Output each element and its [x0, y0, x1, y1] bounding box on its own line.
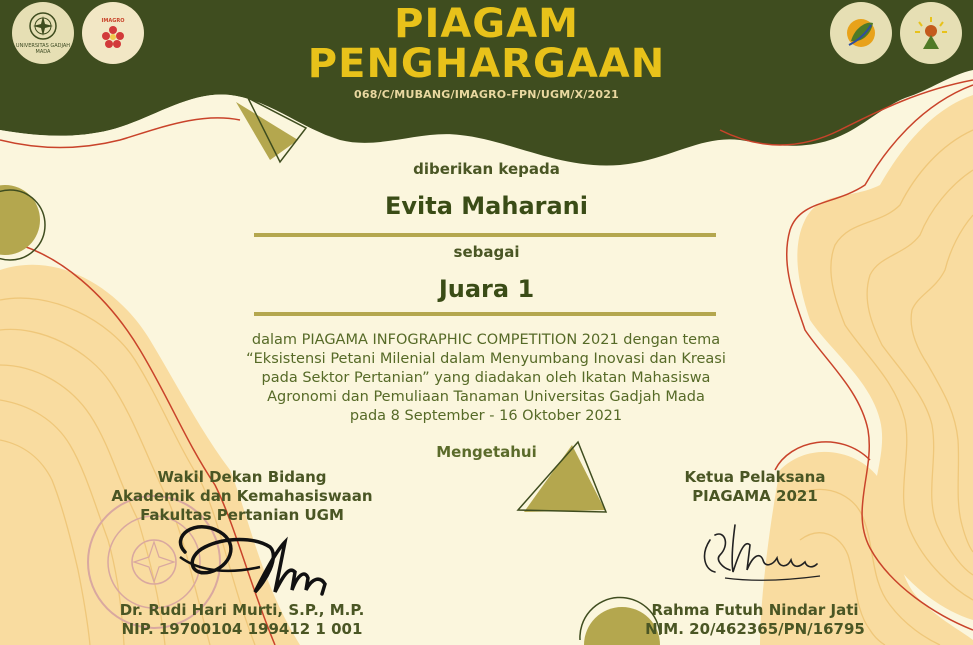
position-line: Fakultas Pertanian UGM	[140, 506, 344, 524]
right-signatory-id: NIM. 20/462365/PN/16795	[645, 620, 865, 638]
right-signatory-name-block	[630, 601, 880, 639]
position-line: Akademik dan Kemahasiswaan	[111, 487, 373, 505]
left-signature	[160, 512, 340, 607]
given-to-label: diberikan kepada	[413, 160, 560, 178]
right-signatory-position	[640, 468, 870, 506]
position-line: Ketua Pelaksana	[684, 468, 826, 486]
as-label: sebagai	[453, 243, 520, 261]
position-line: PIAGAMA 2021	[692, 487, 818, 505]
description-line: pada 8 September - 16 Oktober 2021	[349, 408, 623, 424]
description-line: Agronomi dan Pemuliaan Tanaman Universitas Gadjah Mada	[267, 389, 705, 405]
imagro-logo-text: IMAGRO	[101, 18, 125, 24]
certificate-title-line2: PENGHARGAAN	[307, 41, 666, 87]
left-signatory-name: Dr. Rudi Hari Murti, S.P., M.P.	[119, 601, 365, 619]
competition-description	[196, 331, 776, 426]
achievement-divider	[254, 312, 716, 316]
right-signature	[695, 510, 830, 590]
description-line: pada Sektor Pertanian” yang diadakan oleh Ikatan Mahasiswa	[261, 370, 711, 386]
left-signatory-name-block	[92, 601, 392, 639]
acknowledged-label: Mengetahui	[436, 443, 537, 461]
right-signatory-name: Rahma Futuh Nindar Jati	[651, 601, 859, 619]
achievement-title: Juara 1	[438, 275, 535, 303]
description-line: “Eksistensi Petani Milenial dalam Menyumbang Inovasi dan Kreasi	[246, 351, 726, 367]
ugm-logo-text: UNIVERSITAS GADJAH MADA	[15, 43, 71, 55]
recipient-name: Evita Maharani	[385, 192, 588, 220]
certificate-number: 068/C/MUBANG/IMAGRO-FPN/UGM/X/2021	[354, 88, 619, 101]
certificate-title-line1: PIAGAM	[394, 1, 579, 47]
left-signatory-id: NIP. 19700104 199412 1 001	[121, 620, 363, 638]
name-divider	[254, 233, 716, 237]
position-line: Wakil Dekan Bidang	[157, 468, 327, 486]
description-line: dalam PIAGAMA INFOGRAPHIC COMPETITION 2021 dengan tema	[251, 332, 721, 348]
